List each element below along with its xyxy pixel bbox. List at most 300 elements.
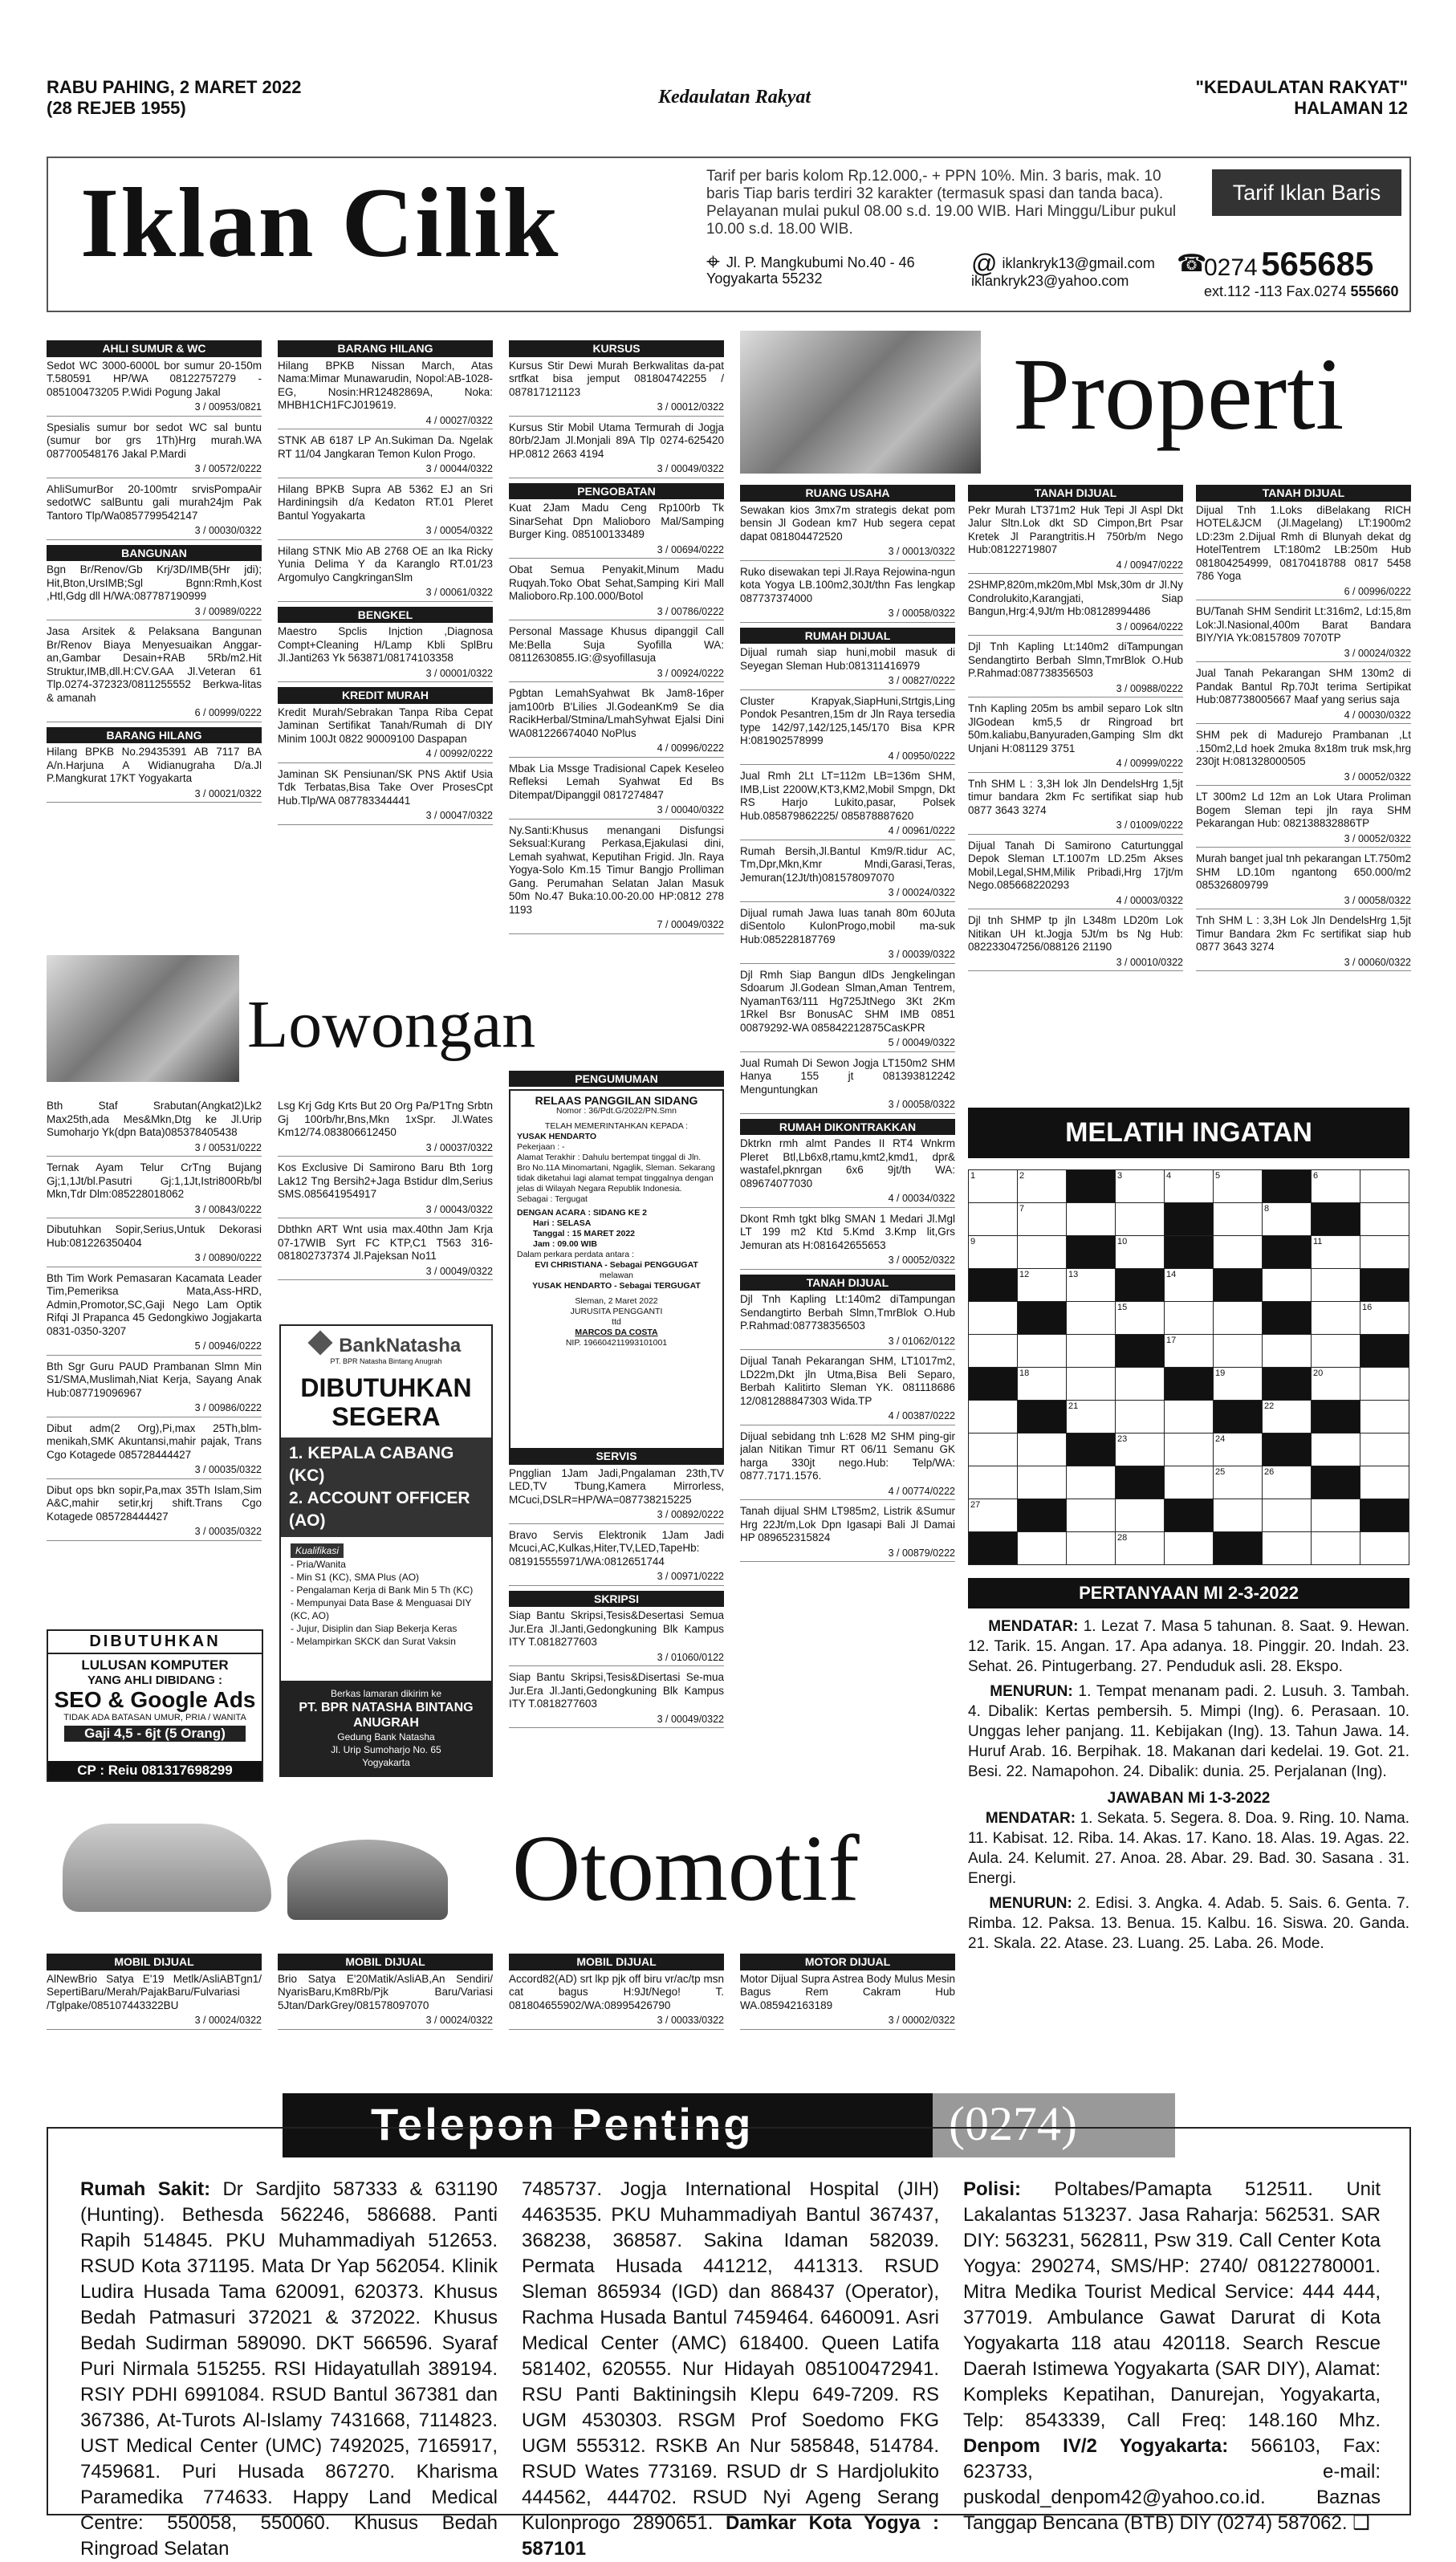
ad-code: 3 / 00040/0322 <box>509 803 724 819</box>
seo-job-ad <box>47 1629 263 1782</box>
classified-ad: Dijual Tnh 1.Loks diBelakang RICH HOTEL&JCM (Jl.Magelang) LT:1900m2 LD:23m 2.Dijual Rmh di Blunyah dekat dg HotelTentrem LT:180m2 LB:250m Hub 081804254999, 08170418788 0817 5458 786 Yoga <box>1196 503 1411 582</box>
crossword-cell[interactable]: 18 <box>1018 1368 1067 1401</box>
classified-ad: Tnh Kapling 205m bs ambil separo Lok sltn JlGodean km5,5 dr Ringroad brt 50m.kaliabu,Banyuraden,Gamping Slm dkt Unjani H:081129 3751 <box>968 702 1183 754</box>
ext-text: ext.112 -113 Fax.0274 <box>1204 283 1347 299</box>
section-header: TANAH DIJUAL <box>1196 485 1411 502</box>
crossword-cell[interactable] <box>1165 1434 1214 1466</box>
crossword-cell[interactable] <box>1360 1368 1409 1401</box>
seo-l2: YANG AHLI DIBIDANG : <box>87 1673 223 1687</box>
crossword-cell[interactable] <box>1067 1532 1116 1565</box>
classified-ad: Djl Tnh Kapling Lt:140m2 diTampungan Sendangtirto Berbah Slmn,TmrBlok O.Hub P.Rahmad:087738356503 <box>740 1293 955 1332</box>
ad-code: 3 / 00052/0322 <box>1196 771 1411 787</box>
section-header: BENGKEL <box>278 607 493 624</box>
crossword-cell[interactable] <box>969 1335 1018 1368</box>
denpom-label: Denpom IV/2 Yogyakarta: <box>963 2435 1229 2457</box>
ad-code: 3 / 00001/0322 <box>278 667 493 683</box>
crossword-cell[interactable] <box>969 1434 1018 1466</box>
crossword-black-cell <box>1165 1368 1214 1401</box>
otomotif-banner <box>47 1791 954 1936</box>
answers-mendatar-text: 1. Sekata. 5. Segera. 8. Doa. 9. Ring. 10. Nama. 11. Kabisat. 12. Riba. 14. Akas. 17. Kano. 18. Alas. 19. Agas. 22. Aula. 24. Kelumit. 27. Anoa. 28. Abar. 29. Bad. 30. Sasana . 31. Energi. <box>968 1810 1409 1887</box>
relaas-t3: TELAH MEMERINTAHKAN KEPADA : <box>544 1121 689 1131</box>
ad-code: 3 / 00052/0322 <box>740 1254 955 1270</box>
crossword-black-cell <box>969 1532 1018 1565</box>
classified-ad: Djl tnh SHMP tp jln L348m LD20m Lok Nitikan UH kt.Jogja 5Jt/m bs Ng Hub: 082233047256/088126 21190 <box>968 914 1183 953</box>
crossword-cell[interactable] <box>1116 1499 1165 1532</box>
crossword-cell[interactable] <box>1360 1401 1409 1434</box>
ad-code: 3 / 00044/0322 <box>278 462 493 478</box>
classified-ad: Bravo Servis Elektronik 1Jam Jadi Mcuci,AC,Kulkas,Hiter,TV,LED,TapeHb: 081915555971/WA:0812651744 <box>509 1528 724 1568</box>
ad-code: 3 / 00021/0322 <box>47 787 262 803</box>
crossword-cell[interactable]: 22 <box>1263 1401 1312 1434</box>
phone-prefix: 0274 <box>1204 254 1258 281</box>
seo-head: DIBUTUHKAN <box>48 1631 262 1654</box>
section-header: MOBIL DIJUAL <box>278 1954 493 1970</box>
seo-l5: Gaji 4,5 - 6jt (5 Orang) <box>64 1726 246 1742</box>
classified-ad: LT 300m2 Ld 12m an Lok Utara Proliman Bogem Sleman tepi jln raya SHM Pekarangan Hub: 082138832886TP <box>1196 791 1411 829</box>
menurun-clues <box>968 1682 1409 1782</box>
ad-code: 3 / 00024/0322 <box>47 2014 262 2030</box>
section-header: TANAH DIJUAL <box>740 1275 955 1291</box>
otomotif-column <box>278 1950 493 2079</box>
crossword-black-cell <box>1312 1203 1360 1236</box>
bank-f3: Gedung Bank Natasha <box>337 1731 435 1743</box>
classified-ad: Ternak Ayam Telur CrTng Bujang Gj;1,1Jt/bl.Pasutri Gj:1,1Jt,Istri800Rb/bl Mkn,Tdr Dlm:085228018062 <box>47 1161 262 1200</box>
crossword-cell[interactable] <box>1360 1203 1409 1236</box>
crossword-cell[interactable] <box>1116 1368 1165 1401</box>
classified-ad: Spesialis sumur bor sedot WC sal buntu (sumur bor grs 1Th)Hrg murah.WA 087700548176 Jakal P.Mardi <box>47 421 262 460</box>
tariff-label: Tarif Iklan Baris <box>1232 181 1381 205</box>
crossword-cell[interactable] <box>1018 1236 1067 1269</box>
crossword-black-cell <box>1263 1434 1312 1466</box>
crossword-cell[interactable] <box>1067 1302 1116 1335</box>
crossword-black-cell <box>1018 1302 1067 1335</box>
crossword-cell[interactable] <box>1360 1170 1409 1203</box>
rs-text-2: 7485737. Jogja International Hospital (JIH) 4463535. PKU Muhammadiyah Bantul 367437, 368238, 368587. Sakina Idaman 582039. Permata Husada 441212, 441313. RSUD Sleman 865934 (IGD) dan 868437 (Operator), Rachma Husada Bantul 7459464. 6460091. Asri Medical Center (AMC) 618400. Queen Latifa 581402, 620555. Nur Hidayah 085100472941. RSU Panti Baktiningsih Klepu 649-7209. RS UGM 4530303. RSGM Prof Soedomo FKG UGM 555312. RSKB An Nur 585848, 514784. RSUD Wates 773169. RSUD dr S Hardjolukito 444562, 444702. RSUD Nyi Ageng Serang Kulonprogo 2890651. <box>522 2178 939 2534</box>
crossword-cell[interactable] <box>969 1302 1018 1335</box>
section-header: MOTOR DIJUAL <box>740 1954 955 1970</box>
bank-q6: - Melampirkan SKCK dan Surat Vaksin <box>291 1636 456 1647</box>
crossword-cell[interactable]: 20 <box>1312 1368 1360 1401</box>
phone-number: 565685 <box>1261 245 1374 283</box>
classified-ad: Hilang BPKB No.29435391 AB 7117 BA A/n.Harjuna A Widianugraha D/a.Jl P.Mangkurat 17KT Yogyakarta <box>47 746 262 784</box>
bank-natasha-ad <box>279 1324 493 1777</box>
ad-code: 3 / 00786/0222 <box>509 605 724 621</box>
ad-code: 3 / 00024/0322 <box>278 2014 493 2030</box>
classified-ad: Jaminan SK Pensiunan/SK PNS Aktif Usia Tdk Terbatas,Bisa Take Over ProsesCpt Hub.Tlp/WA 087783344441 <box>278 767 493 807</box>
relaas-t9: Hari : SELASA <box>533 1218 592 1228</box>
relaas-t18: ttd <box>612 1317 621 1327</box>
car-illustration <box>63 1824 271 1912</box>
crossword-black-cell <box>1214 1401 1263 1434</box>
crossword-cell[interactable] <box>1312 1532 1360 1565</box>
polisi-text: Poltabes/Pamapta 512511. Unit Lakalantas 513237. Jasa Raharja: 562531. SAR DIY: 563231, 562811, Psw 319. Call Center Kota Yogya: 290274, SMS/HP: 2740/ 08122780001. Mitra Medika Tourist Medical Service: 444 444, 377019. Ambulance Gawat Darurat di Kota Yogyakarta 118 atau 420118. Search Rescue Daerah Istimewa Yogyakarta (SAR DIY), Alamat: Kompleks Kepatihan, Danurejan, Yogyakarta, Telp: 8543339, Call Freq: 148.160 Mhz. <box>963 2178 1381 2431</box>
ad-code: 4 / 00996/0222 <box>509 742 724 758</box>
relaas-t8: DENGAN ACARA : SIDANG KE 2 <box>517 1208 647 1218</box>
ad-code: 3 / 00924/0222 <box>509 667 724 683</box>
bank-q2: - Min S1 (KC), SMA Plus (AO) <box>291 1572 420 1583</box>
classified-ad: Dibut ops bkn sopir,Pa,max 35Th Islam,Sim A&C,mahir setir,krj shift.Trans Cgo Kotagede 085728444427 <box>47 1483 262 1523</box>
crossword-cell[interactable] <box>1018 1335 1067 1368</box>
classified-ad: BU/Tanah SHM Sendirit Lt:316m2, Ld:15,8m Lok:Jl.Nasional,400m Barat Bandara BIY/YIA Yk:08157809 7070TP <box>1196 605 1411 644</box>
tariff-text: Tarif per baris kolom Rp.12.000,- + PPN 10%. Min. 3 baris, mak. 10 baris Tiap baris terdiri 32 karakter (termasuk spasi dan tanda baca). Pelayanan mulai pukul 08.00 s.d. 19.00 WIB. Hari Minggu/Libur pukul 10.00 s.d. 18.00 WIB. <box>706 168 1177 238</box>
section-header: KURSUS <box>509 340 724 357</box>
classified-ad: 2SHMP,820m,mk20m,Mbl Msk,30m dr Jl.Ny Condrolukito,Karangjati, Siap Bangun,Hrg:4,9Jt/m Hb:08128994486 <box>968 579 1183 617</box>
section-header: BANGUNAN <box>47 545 262 562</box>
fax-line <box>1204 283 1405 300</box>
crossword-cell[interactable] <box>1018 1532 1067 1565</box>
crossword-cell[interactable] <box>1214 1335 1263 1368</box>
ad-code: 4 / 00999/0222 <box>968 757 1183 773</box>
crossword-cell[interactable] <box>1165 1302 1214 1335</box>
crossword-cell[interactable] <box>1360 1466 1409 1499</box>
classified-ad: Pgbtan LemahSyahwat Bk Jam8-16per jam100rb B'Lilies Jl.GodeanKm9 Se dia RacikHerbal/Stmina/LmahSyhwat Ejalsi Dini WA081226674040 NoPlus <box>509 687 724 739</box>
bank-h2: SEGERA <box>331 1402 441 1431</box>
polisi-label: Polisi: <box>963 2178 1022 2200</box>
crossword-black-cell <box>1165 1236 1214 1269</box>
section-header: BARANG HILANG <box>47 727 262 744</box>
crossword-cell[interactable] <box>969 1203 1018 1236</box>
address-text: Jl. P. Mangkubumi No.40 - 46 Yogyakarta 55232 <box>706 254 915 287</box>
classified-ad: SHM pek di Madurejo Prambanan ,Lt .150m2,Ld hoek 2muka 8x18m truk msk,hrg 230jt H:081328000505 <box>1196 729 1411 767</box>
crossword-black-cell <box>1018 1401 1067 1434</box>
bank-footer <box>281 1681 491 1775</box>
denpom-text: 566103, Fax: 623733, e-mail: puskodal_denpom42@yahoo.co.id. Baznas Tanggap Bencana (BTB) DIY (0274) 587062. ❑ <box>963 2435 1381 2534</box>
crossword-black-cell <box>1116 1269 1165 1302</box>
crossword-cell[interactable]: 12 <box>1018 1269 1067 1302</box>
properti-column-1 <box>740 482 955 1790</box>
classified-ad: Obat Semua Penyakit,Minum Madu Ruqyah.Toko Obat Sehat,Samping Kiri Mall Malioboro.Rp.100.000/Botol <box>509 563 724 602</box>
classified-ad: Dkont Rmh tgkt blkg SMAN 1 Medari Jl.Mgl LT 199 m2 Ktd 5.Kmd 3.Kmp lit,Grs Jemuran ats H:081642655653 <box>740 1212 955 1251</box>
crossword-cell[interactable]: 7 <box>1018 1203 1067 1236</box>
classified-ad: Dijual rumah Jawa luas tanah 80m 60Juta diSentolo KulonProgo,mobil ma-suk Hub:085228187769 <box>740 906 955 946</box>
bank-f2: PT. BPR NATASHA BINTANG ANUGRAH <box>299 1701 474 1730</box>
motorcycle-illustration <box>287 1840 448 1920</box>
ad-code: 7 / 00049/0322 <box>509 918 724 934</box>
crossword-cell[interactable]: 15 <box>1116 1302 1165 1335</box>
crossword-cell[interactable] <box>1360 1236 1409 1269</box>
ad-code: 3 / 00058/0322 <box>740 1098 955 1114</box>
ad-code: 3 / 00030/0322 <box>47 524 262 540</box>
telepon-box <box>47 2127 1411 2560</box>
crossword-black-cell <box>1263 1170 1312 1203</box>
ad-code: 3 / 00572/0222 <box>47 462 262 478</box>
classified-ad: Tnh SHM L : 3,3H Lok Jln DendelsHrg 1,5jt Timur Bandara 2km Fc sertifikat siap hub 0877 3643 3274 <box>1196 914 1411 953</box>
lowongan-column-2 <box>278 1100 493 1316</box>
crossword-cell[interactable] <box>1312 1434 1360 1466</box>
crossword-black-cell <box>1312 1466 1360 1499</box>
ad-code: 3 / 00061/0322 <box>278 586 493 602</box>
crossword-black-cell <box>1312 1401 1360 1434</box>
classified-ad: Kuat 2Jam Madu Ceng Rp100rb Tk SinarSehat Dpn Malioboro Mal/Samping Burger King. 085100133489 <box>509 502 724 540</box>
crossword-cell[interactable]: 6 <box>1312 1170 1360 1203</box>
classified-ad: AlNewBrio Satya E'19 Metlk/AsliABTgn1/ SepertiBaru/Merah/PajakBaru/Fulvariasi /Tglpake/085107443322BU <box>47 1972 262 2011</box>
ad-code: 3 / 00049/0322 <box>278 1265 493 1281</box>
rs-text: Dr Sardjito 587333 & 631190 (Hunting). Bethesda 562246, 586688. Panti Rapih 514845. PKU Muhammadiyah 512653. RSUD Kota 371195. Mata Dr Yap 562054. Klinik Ludira Husada Tama 620091, 620373. Khusus Bedah Patmasuri 372021 & 372022. Khusus Bedah Sudirman 589090. DKT 566596. Syaraf Puri Nirmala 515255. RSI Hidayatullah 389194. RSIY PDHI 6991084. RSUD Bantul 367381 dan 367386, At-Turots Al-Islamy 7431668, 7114823. UST Medical Center (UMC) 7492025, 7165917, 7459681. Puri Husada 867270. Kharisma Paramedika 774633. Happy Land Medical Centre: 550058, 550060. Khusus Bedah Ringroad Selatan <box>80 2178 498 2560</box>
ad-code: 3 / 00047/0322 <box>278 809 493 825</box>
building-photo <box>740 331 981 474</box>
crossword-cell[interactable] <box>969 1401 1018 1434</box>
crossword-cell[interactable] <box>1214 1302 1263 1335</box>
classified-ad: Jasa Arsitek & Pelaksana Bangunan Br/Renov Biaya Menyesuaikan Anggar-an,Gambar Desain+RAB 5Rb/m2.Hit Struktur,IMB,dll.H:CV.GAA Jl.Veteran 61 Tlp.0274-372323/0811255552 Berkwa-litas & amanah <box>47 625 262 704</box>
crossword-cell[interactable] <box>1214 1203 1263 1236</box>
ad-code: 4 / 00030/0322 <box>1196 709 1411 725</box>
classified-column-3 <box>509 337 724 1059</box>
classified-ad: Maestro Spclis Injction ,Diagnosa Compt+Cleaning H/Lamp Kbli SplBru Jl.Janti263 Yk 563871/08174103358 <box>278 625 493 664</box>
ad-code: 3 / 00843/0222 <box>47 1203 262 1219</box>
classified-ad: Tanah dijual SHM LT985m2, Listrik &Sumur Hrg 22Jt/m,Lok Dpn Igasapi Bali Jl Damai HP 089652315824 <box>740 1505 955 1543</box>
classified-ad: Dijual rumah siap huni,mobil masuk di Seyegan Sleman Hub:081311416979 <box>740 646 955 672</box>
ad-code: 3 / 01062/0122 <box>740 1335 955 1351</box>
crossword-cell[interactable] <box>1360 1434 1409 1466</box>
iklan-cilik-banner <box>47 157 1411 312</box>
answers-mendatar-label: MENDATAR: <box>985 1810 1076 1827</box>
relaas-t11: Jam : 09.00 WIB <box>533 1239 597 1249</box>
crossword-black-cell <box>1263 1302 1312 1335</box>
ad-code: 4 / 00992/0222 <box>278 747 493 763</box>
crossword-cell[interactable]: 14 <box>1165 1269 1214 1302</box>
email-2[interactable]: iklankryk23@yahoo.com <box>971 273 1129 289</box>
crossword-black-cell <box>969 1368 1018 1401</box>
crossword-cell[interactable]: 5 <box>1214 1170 1263 1203</box>
crossword-cell[interactable]: 3 <box>1116 1170 1165 1203</box>
classified-ad: STNK AB 6187 LP An.Sukiman Da. Ngelak RT 11/04 Jangkaran Temon Kulon Progo. <box>278 434 493 460</box>
crossword-cell[interactable] <box>969 1466 1018 1499</box>
crossword-black-cell <box>1116 1466 1165 1499</box>
crossword-cell[interactable] <box>1263 1532 1312 1565</box>
crossword-cell[interactable]: 10 <box>1116 1236 1165 1269</box>
classified-ad: Ruko disewakan tepi Jl.Raya Rejowina-ngun kota Yogya LB.100m2,30Jt/thn Fas lengkap 087737374000 <box>740 565 955 604</box>
crossword-cell[interactable]: 2 <box>1018 1170 1067 1203</box>
crossword-cell[interactable]: 25 <box>1214 1466 1263 1499</box>
classified-ad: Dibut adm(2 Org),Pi,max 25Th,blm-menikah,SMK Akuntansi,mahir pajak, Trans Cgo Kotagede 085728444427 <box>47 1421 262 1461</box>
crossword-cell[interactable]: 28 <box>1116 1532 1165 1565</box>
crossword-cell[interactable]: 13 <box>1067 1269 1116 1302</box>
crossword-cell[interactable] <box>1165 1532 1214 1565</box>
crossword-cell[interactable] <box>1263 1499 1312 1532</box>
crossword-black-cell <box>1018 1499 1067 1532</box>
damkar-text: Damkar Kota Yogya : 587101 <box>522 2512 939 2560</box>
classified-ad: Ny.Santi:Khusus menangani Disfungsi Seksual:Kurang Perkasa,Ejakulasi dini, Lemah syahwat, Keputihan Frigid. Jln. Raya Yogya-Solo Km.15 Timur Bangjo Prolliman Gang. Perumahan Selatan Jalan Masuk 50m No.47 Buka:10.00-20.00 HP:0812 278 1193 <box>509 824 724 916</box>
telepon-col-2 <box>522 2177 939 2562</box>
relaas-t20: NIP. 196604211993101001 <box>565 1338 668 1348</box>
classified-ad: Kursus Stir Mobil Utama Termurah di Jogja 80rb/2Jam Jl.Monjali 89A Tlp 0274-625420 HP.0812 2663 4194 <box>509 421 724 460</box>
relaas-t5: Pekerjaan : - <box>517 1142 565 1152</box>
crossword-black-cell <box>1067 1434 1116 1466</box>
crossword-cell[interactable]: 24 <box>1214 1434 1263 1466</box>
seo-l1: LULUSAN KOMPUTER <box>81 1657 229 1673</box>
relaas-title: RELAAS PANGGILAN SIDANG <box>535 1094 698 1107</box>
crossword-cell[interactable] <box>1165 1401 1214 1434</box>
properti-column-3 <box>1196 482 1411 1092</box>
crossword-cell[interactable] <box>1263 1335 1312 1368</box>
ad-code: 4 / 00003/0322 <box>968 894 1183 910</box>
crossword-cell[interactable] <box>1116 1401 1165 1434</box>
ad-code: 3 / 00964/0222 <box>968 620 1183 636</box>
crossword-cell[interactable] <box>1067 1203 1116 1236</box>
crossword-cell[interactable] <box>1312 1269 1360 1302</box>
relaas-t13: EVI CHRISTIANA - Sebagai PENGGUGAT <box>535 1260 698 1270</box>
issue-date <box>47 77 301 119</box>
classified-ad: Jual Rmh 2Lt LT=112m LB=136m SHM, IMB,List 2200W,KT3,KM2,Mobil Smpgn, Dkt RS Harjo Lukito,pasar, Polsek Hub.085879862225/ 085878887620 <box>740 770 955 822</box>
tarif-iklan-baris-button[interactable] <box>1212 169 1401 216</box>
crossword-grid[interactable] <box>968 1169 1409 1565</box>
telepon-col-3 <box>963 2177 1381 2536</box>
ad-code: 6 / 00996/0222 <box>1196 585 1411 601</box>
crossword-cell[interactable]: 23 <box>1116 1434 1165 1466</box>
email-1[interactable]: iklankryk13@gmail.com <box>1002 255 1155 271</box>
classified-ad: Dijual Tanah Pekarangan SHM, LT1017m2, LD22m,Dkt jln Utma,Bisa Beli Separo, Berbah Kalitirto Sleman YK. 081118686 12/081288847303 Wida.TP <box>740 1355 955 1407</box>
bank-q4: - Mempunyai Data Base & Menguasai DIY (KC, AO) <box>291 1597 472 1621</box>
classified-ad: Bth Staf Srabutan(Angkat2)Lk2 Max25th,ada Mes&Mkn,Dtg ke Jl.Urip Sumoharjo Yk(dpn Bata)085378405438 <box>47 1100 262 1138</box>
crossword-cell[interactable]: 8 <box>1263 1203 1312 1236</box>
properti-column-2 <box>968 482 1183 1092</box>
ad-code: 3 / 00024/0322 <box>740 886 955 902</box>
crossword-cell[interactable] <box>1116 1203 1165 1236</box>
crossword-cell[interactable]: 26 <box>1263 1466 1312 1499</box>
classified-ad: Accord82(AD) srt lkp pjk off biru vr/ac/tp msn cat bagus H:9Jt/Nego! T. 081804655902/WA:08995426790 <box>509 1972 724 2011</box>
bank-position-1: 1. KEPALA CABANG (KC) <box>289 1444 454 1485</box>
classified-ad: Personal Massage Khusus dipanggil Call Me:Bella Suja Syofilla WA: 08112630855.IG:@syofillasuja <box>509 625 724 664</box>
classified-ad: Pekr Murah LT371m2 Huk Tepi Jl Aspl Dkt Jalur Sltn.Lok dkt SD Cimpon,Brt Psar Kretek Jl Parangtritis.H 750rb/m Nego Hub:08122719807 <box>968 503 1183 555</box>
mendatar-label: MENDATAR: <box>988 1618 1079 1635</box>
ad-code: 3 / 00052/0322 <box>1196 832 1411 848</box>
relaas-t12: Dalam perkara perdata antara : <box>517 1250 634 1259</box>
classified-ad: Jual Tanah Pekarangan SHM 130m2 di Pandak Bantul Rp.70Jt terima Sertipikat Hub:087738005667 Maaf yang serius saja <box>1196 667 1411 706</box>
bank-logo: BankNatasha <box>339 1335 462 1356</box>
classified-ad: Kredit Murah/Sebrakan Tanpa Riba Cepat Jaminan Sertifikat Tanah/Rumah di DIY Minim 100Jt 0822 90009100 Daspapan <box>278 706 493 745</box>
classified-ad: Sewakan kios 3mx7m strategis dekat pom bensin Jl Godean km7 Hub segera cepat dapat 081804472520 <box>740 503 955 543</box>
classified-ad: Siap Bantu Skripsi,Tesis&Disertasi Se-mua Jur.Era Jl.Janti,Gedongkuning Blk Kampus ITY T.0818277603 <box>509 1671 724 1710</box>
relaas-t19: MARCOS DA COSTA <box>575 1328 658 1337</box>
crossword-cell[interactable] <box>1214 1499 1263 1532</box>
crossword-cell[interactable]: 27 <box>969 1499 1018 1532</box>
crossword-cell[interactable] <box>1165 1466 1214 1499</box>
bank-kual: Kualifikasi <box>291 1543 344 1558</box>
crossword-black-cell <box>1116 1335 1165 1368</box>
crossword-cell[interactable] <box>1214 1236 1263 1269</box>
ad-code: 3 / 00694/0222 <box>509 543 724 559</box>
questions-title: PERTANYAAN MI 2-3-2022 <box>968 1578 1409 1608</box>
crossword-cell[interactable]: 9 <box>969 1236 1018 1269</box>
ad-code: 3 / 00060/0322 <box>1196 956 1411 972</box>
crossword-cell[interactable] <box>1360 1532 1409 1565</box>
properti-title: Properti <box>1013 337 1344 451</box>
crossword-cell[interactable] <box>1263 1269 1312 1302</box>
crossword-cell[interactable] <box>1312 1499 1360 1532</box>
crossword-cell[interactable] <box>1067 1368 1116 1401</box>
bank-logo-area <box>281 1326 491 1365</box>
otomotif-column <box>47 1950 262 2079</box>
answers-title: JAWABAN Mi 1-3-2022 <box>1107 1790 1271 1807</box>
classified-ad: Djl Tnh Kapling Lt:140m2 diTampungan Sendangtirto Berbah Slmn,TmrBlok O.Hub P.Rahmad:087738356503 <box>968 640 1183 679</box>
lowongan-banner <box>47 955 536 1084</box>
relaas-t10: Tanggal : 15 MARET 2022 <box>533 1229 636 1238</box>
crossword-cell[interactable] <box>1067 1466 1116 1499</box>
section-header: AHLI SUMUR & WC <box>47 340 262 357</box>
ad-code: 3 / 00890/0222 <box>47 1251 262 1267</box>
classified-ad: Dbthkn ART Wnt usia max.40thn Jam Krja 07-17WIB Syrt FC KTP,C1 T563 316-081802737374 Jl.Pajeksan No11 <box>278 1223 493 1262</box>
classified-column-1 <box>47 337 262 947</box>
crossword-black-cell <box>1360 1269 1409 1302</box>
ad-code: 3 / 00013/0322 <box>740 545 955 561</box>
telepon-area-code: (0274) <box>949 2097 1077 2150</box>
ad-code: 4 / 00387/0222 <box>740 1409 955 1425</box>
classified-ad: Sedot WC 3000-6000L bor sumur 20-150m T.580591 HP/WA 08122757279 - 085100473205 P.Widi Pogung Jakal <box>47 359 262 398</box>
otomotif-title: Otomotif <box>512 1816 860 1921</box>
crossword-cell[interactable]: 1 <box>969 1170 1018 1203</box>
classified-ad: Hilang BPKB Supra AB 5362 EJ an Sri Hardiningsih d/a Kedaton RT.01 Pleret Bantul Yogyakarta <box>278 482 493 522</box>
crossword-cell[interactable] <box>1067 1499 1116 1532</box>
crossword-cell[interactable]: 19 <box>1214 1368 1263 1401</box>
crossword-cell[interactable] <box>1018 1434 1067 1466</box>
crossword-black-cell <box>1263 1368 1312 1401</box>
page-number: HALAMAN 12 <box>1294 98 1408 118</box>
crossword-cell[interactable]: 4 <box>1165 1170 1214 1203</box>
crossword-cell[interactable] <box>1312 1335 1360 1368</box>
ad-code: 4 / 00027/0322 <box>278 414 493 430</box>
ad-code: 3 / 00989/0222 <box>47 605 262 621</box>
relaas-t7: Sebagai : Tergugat <box>517 1194 588 1204</box>
ad-code: 3 / 00988/0222 <box>968 682 1183 698</box>
crossword-cell[interactable] <box>1312 1302 1360 1335</box>
crossword-cell[interactable] <box>1018 1466 1067 1499</box>
ad-code: 5 / 00049/0322 <box>740 1036 955 1052</box>
crossword-black-cell <box>1214 1269 1263 1302</box>
bank-logo-icon <box>307 1330 332 1355</box>
answers-menurun-label: MENURUN: <box>989 1895 1072 1912</box>
crossword-cell[interactable]: 16 <box>1360 1302 1409 1335</box>
classified-ad: Dibutuhkan Sopir,Serius,Untuk Dekorasi Hub:081226350404 <box>47 1223 262 1249</box>
seo-l6: CP : Reiu 081317698299 <box>48 1761 262 1780</box>
classified-ad: Dijual sebidang tnh L:628 M2 SHM ping-gir jalan Nitikan Timur RT 06/11 Semanu GK harga 330jt nego.Hub: Telp/WA: 0877.7171.1576. <box>740 1429 955 1482</box>
section-header: RUANG USAHA <box>740 485 955 502</box>
email-list <box>971 249 1196 290</box>
bank-f5: Yogyakarta <box>362 1757 410 1768</box>
classified-column-2 <box>278 337 493 947</box>
classified-ad: Siap Bantu Skripsi,Tesis&Desertasi Semua Jur.Era Jl.Janti,Gedongkuning Blk Kampus ITY T.0818277603 <box>509 1609 724 1648</box>
crossword-cell[interactable] <box>1067 1335 1116 1368</box>
crossword-cell[interactable]: 17 <box>1165 1335 1214 1368</box>
section-header: BARANG HILANG <box>278 340 493 357</box>
iklan-cilik-title: Iklan Cilik <box>80 168 560 278</box>
crossword-cell[interactable]: 11 <box>1312 1236 1360 1269</box>
classified-ad: Lsg Krj Gdg Krts But 20 Org Pa/P1Tng Srbtn Gj 100rb/hr,Bns,Mkn 1xSpr. Jl.Wates Km12/74.083806612450 <box>278 1100 493 1138</box>
bank-qualifications <box>291 1543 482 1648</box>
ad-code: 3 / 00012/0322 <box>509 401 724 417</box>
classified-ad: Brio Satya E'20Matik/AsliAB,An Sendiri/ NyarisBaru,Km8Rb/Pjk Baru/Variasi 5Jtan/DarkGrey/081578097070 <box>278 1972 493 2011</box>
classified-ad: Hilang BPKB Nissan March, Atas Nama:Mimar Munawarudin, Nopol:AB-1028-EG, Nosin:HR12482869A, Noka: MHBH1CH1FCJ019619. <box>278 359 493 411</box>
crossword-black-cell <box>1214 1532 1263 1565</box>
ad-code: 4 / 00947/0222 <box>968 559 1183 575</box>
section-header: RUMAH DIKONTRAKKAN <box>740 1119 955 1136</box>
ad-code: 4 / 00961/0222 <box>740 824 955 840</box>
classified-ad: Rumah Bersih,Jl.Bantul Km9/R.tidur AC, Tm,Dpr,Mkn,Kmr Mndi,Garasi,Teras, Jemuran(12Jt/th)081578097070 <box>740 844 955 884</box>
ad-code: 3 / 00035/0322 <box>47 1525 262 1541</box>
classified-ad: Mbak Lia Mssge Tradisional Capek Keseleo Refleksi Lemah Syahwat Ed Bs Ditempat/Dipanggil 0817274847 <box>509 762 724 801</box>
classified-ad: Motor Dijual Supra Astrea Body Mulus Mesin Bagus Rem Cakram Hub WA.085942163189 <box>740 1972 955 2011</box>
properti-banner <box>740 331 1409 475</box>
crossword-black-cell <box>1067 1170 1116 1203</box>
issue-date-line1: RABU PAHING, 2 MARET 2022 <box>47 77 302 97</box>
section-header-pengumuman: PENGUMUMAN <box>509 1071 724 1087</box>
at-icon: @ <box>971 249 998 278</box>
ad-code: 4 / 00034/0322 <box>740 1192 955 1208</box>
issue-date-line2: (28 REJEB 1955) <box>47 98 186 118</box>
ad-code: 3 / 00531/0222 <box>47 1141 262 1157</box>
pengumuman-section <box>509 1068 724 1455</box>
bank-headline <box>281 1373 491 1431</box>
crossword-cell[interactable]: 21 <box>1067 1401 1116 1434</box>
